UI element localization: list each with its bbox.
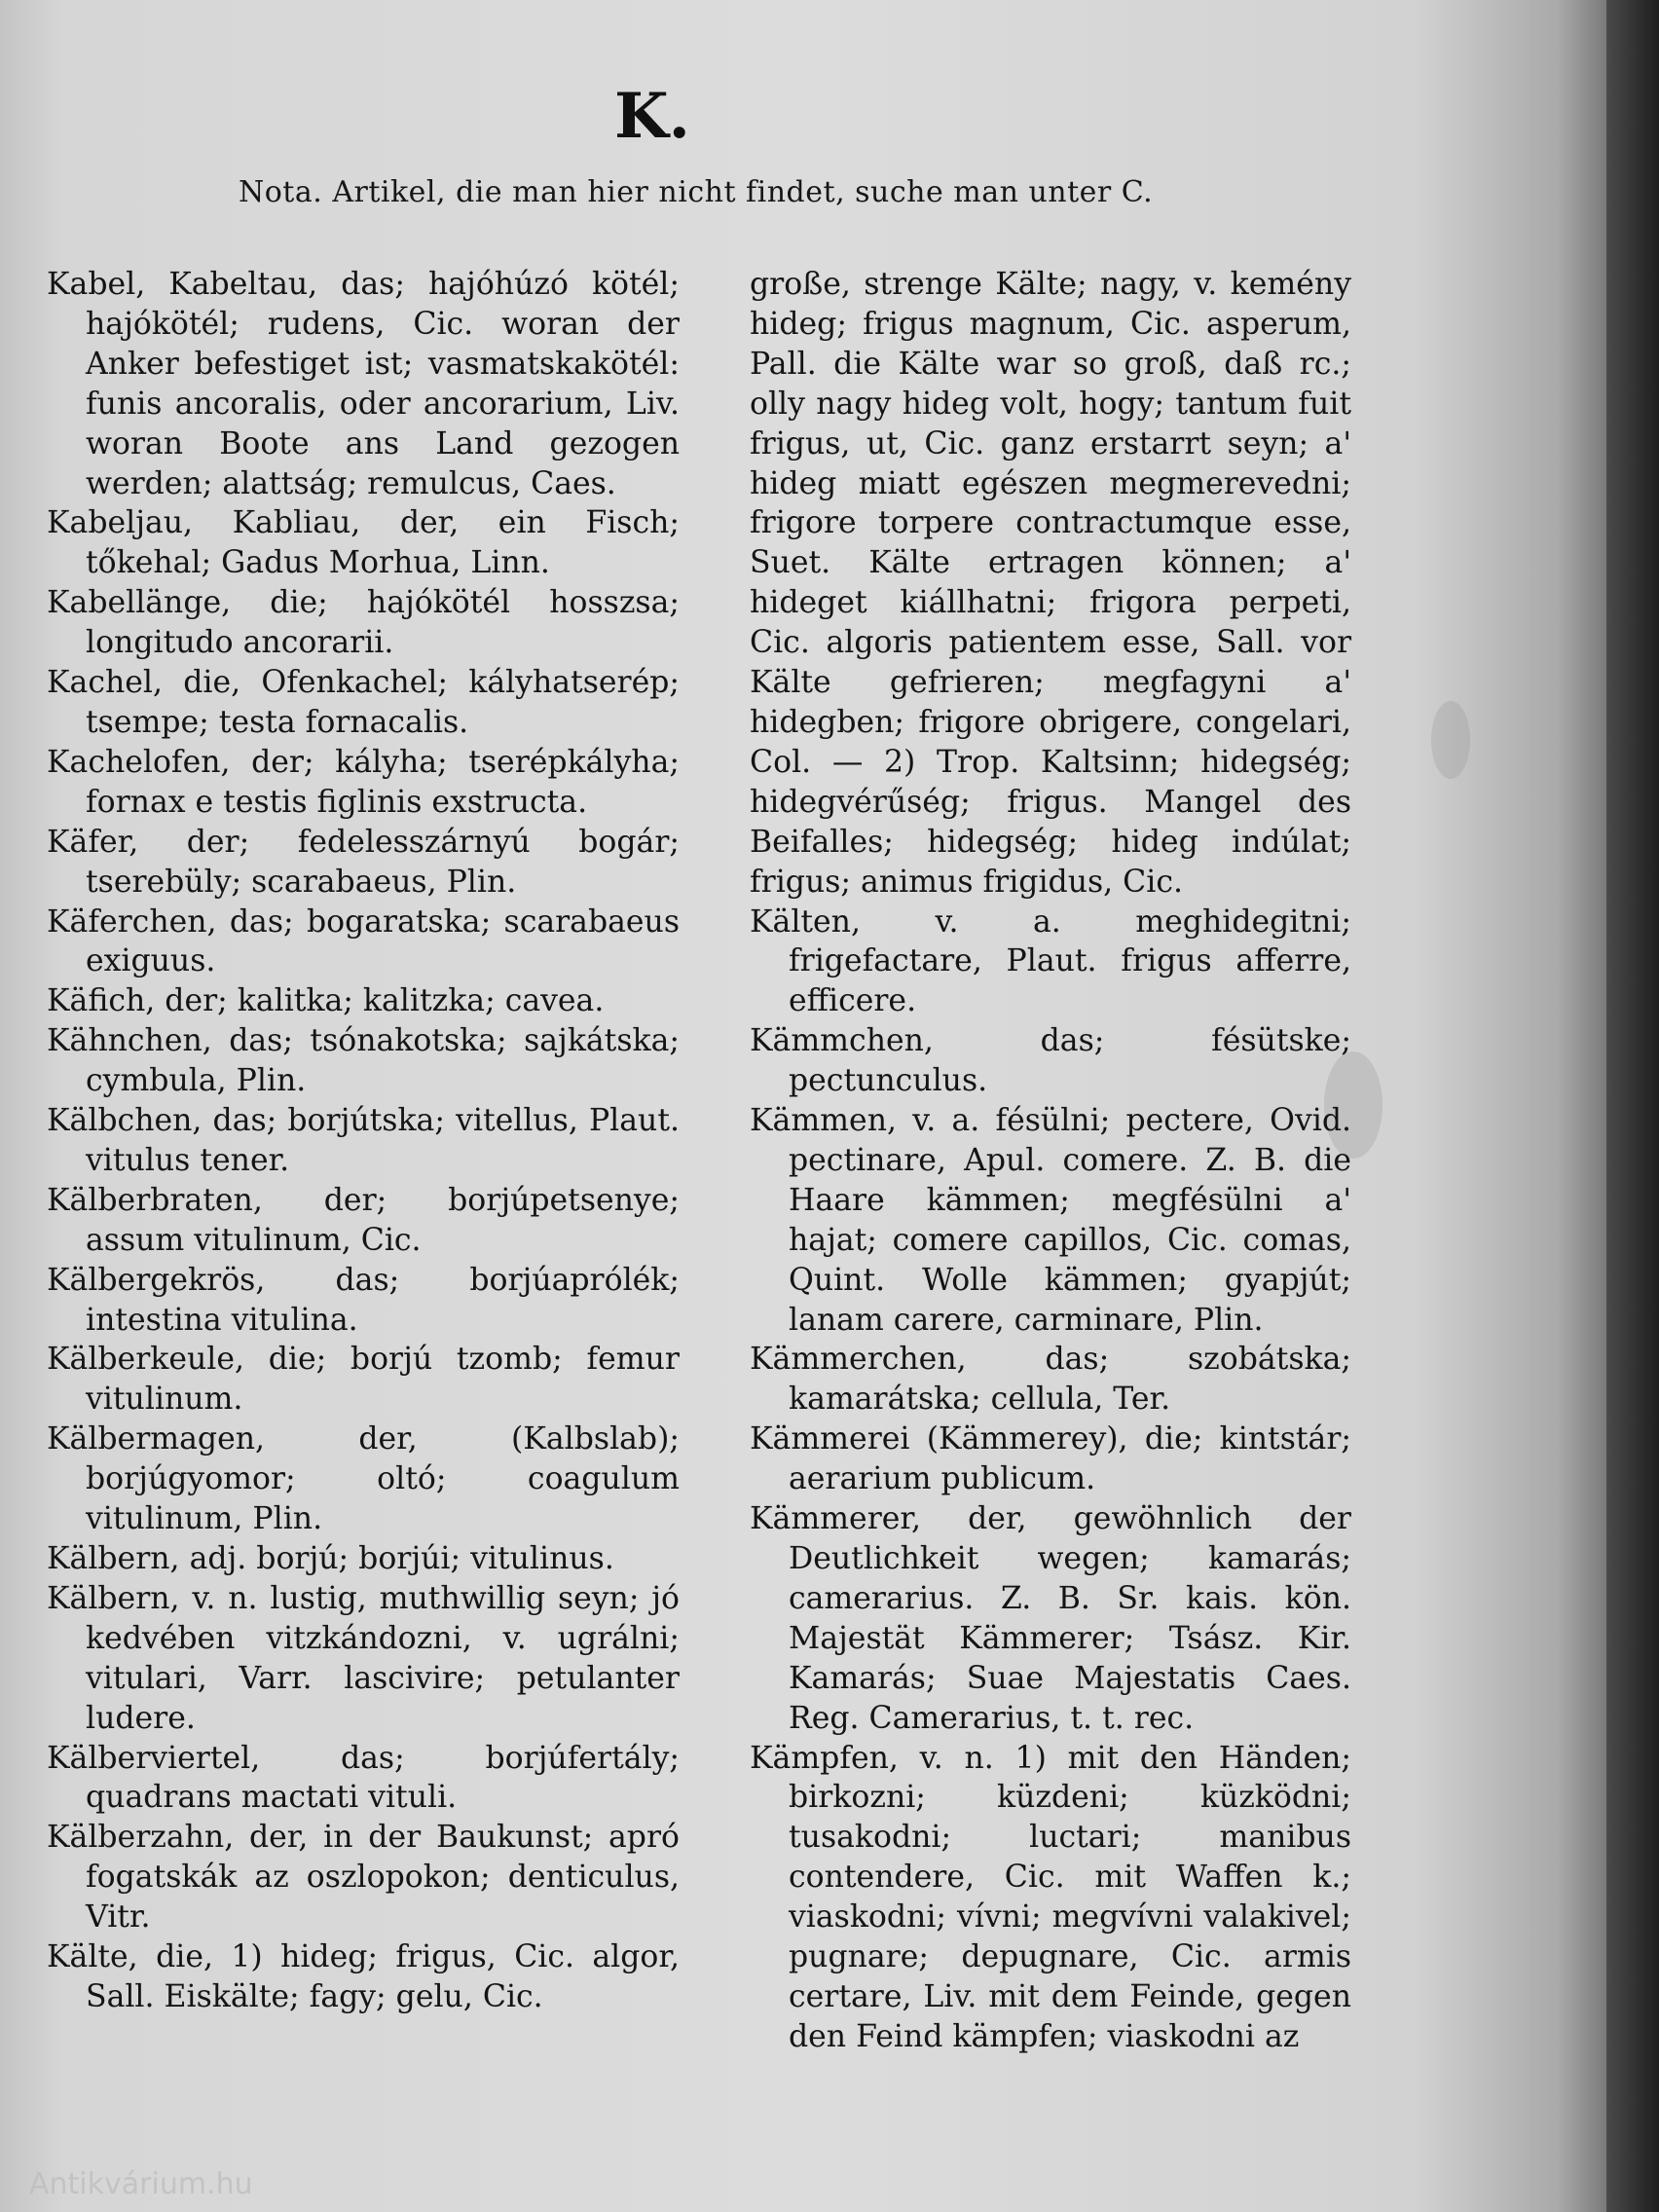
dictionary-entry: Kabellänge, die; hajókötél hosszsa; longitudo ancorarii.: [47, 585, 680, 661]
paper-stain: [1431, 701, 1470, 779]
dictionary-entry: Kälberviertel, das; borjúfertály; quadrans mactati vituli.: [47, 1740, 680, 1816]
dictionary-entry: Kämmchen, das; fésütske; pectunculus.: [750, 1023, 1351, 1099]
dictionary-entry: Kälberbraten, der; borjúpetsenye; assum vitulinum, Cic.: [47, 1182, 680, 1258]
dictionary-entry: Kälte, die, 1) hideg; frigus, Cic. algor, Sall. Eiskälte; fagy; gelu, Cic.: [47, 1939, 680, 2014]
dictionary-entry: Kälberkeule, die; borjú tzomb; femur vitulinum.: [47, 1342, 680, 1418]
left-column: [47, 265, 680, 2017]
dictionary-entry: Kabeljau, Kabliau, der, ein Fisch; tőkehal; Gadus Morhua, Linn.: [47, 505, 680, 581]
dictionary-entry: Kämmerer, der, gewöhnlich der Deutlichkeit wegen; kamarás; camerarius. Z. B. Sr. kais. kön. Majestät Kämmerer; Tsász. Kir. Kamarás; Suae Majestatis Caes. Reg. Camerarius, t. t. rec.: [750, 1501, 1351, 1736]
dictionary-entry-continued: große, strenge Kälte; nagy, v. kemény hideg; frigus magnum, Cic. asperum, Pall. die Kälte war so groß, daß rc.; olly nagy hideg volt, hogy; tantum fuit frigus, ut, Cic. ganz erstarrt seyn; a' hideg miatt egészen megmerevedni; frigore torpere contractumque esse, Suet. Kälte ertragen können; a' hideget kiállhatni; frigora perpeti, Cic. algoris patientem esse, Sall. vor Kälte gefrieren; megfagyni a' hidegben; frigore obrigere, congelari, Col. — 2) Trop. Kaltsinn; hidegség; hidegvérűség; frigus. Mangel des Beifalles; hidegség; hideg indúlat; frigus; animus frigidus, Cic.: [750, 267, 1351, 900]
dictionary-entry: Käferchen, das; bogaratska; scarabaeus exiguus.: [47, 903, 680, 979]
right-column: [750, 265, 1351, 2057]
dictionary-entry: Kämmerchen, das; szobátska; kamarátska; cellula, Ter.: [750, 1342, 1351, 1418]
dictionary-entry: Kälbern, adj. borjú; borjúi; vitulinus.: [47, 1541, 614, 1576]
dictionary-entry: Kabel, Kabeltau, das; hajóhúzó kötél; hajókötél; rudens, Cic. woran der Anker befestiget ist; vasmatskakötél: funis ancoralis, oder ancorarium, Liv. woran Boote ans Land gezogen werden; alattság; remulcus, Caes.: [47, 267, 680, 501]
dictionary-entry: Kälten, v. a. meghidegitni; frigefactare, Plaut. frigus afferre, efficere.: [750, 903, 1351, 1019]
dictionary-entry: Kähnchen, das; tsónakotska; sajkátska; cymbula, Plin.: [47, 1023, 680, 1099]
book-edge-shadow: [1606, 0, 1659, 2212]
dictionary-entry: Kälbermagen, der, (Kalbslab); borjúgyomor; oltó; coagulum vitulinum, Plin.: [47, 1421, 680, 1537]
dictionary-entry: Kachel, die, Ofenkachel; kályhatserép; tsempe; testa fornacalis.: [47, 665, 680, 740]
dictionary-entry: Kälberzahn, der, in der Baukunst; apró fogatskák az oszlopokon; denticulus, Vitr.: [47, 1820, 680, 1936]
dictionary-entry: Kälbern, v. n. lustig, muthwillig seyn; jó kedvében vitzkándozni, v. ugrálni; vitulari, Varr. lascivire; petulanter ludere.: [47, 1580, 680, 1736]
dictionary-entry: Käfich, der; kalitka; kalitzka; cavea.: [47, 983, 605, 1019]
dictionary-entry: Kämmen, v. a. fésülni; pectere, Ovid. pectinare, Apul. comere. Z. B. die Haare kämmen; megfésülni a' hajat; comere capillos, Cic. comas, Quint. Wolle kämmen; gyapjút; lanam carere, carminare, Plin.: [750, 1103, 1351, 1338]
section-letter: K.: [614, 80, 690, 153]
dictionary-entry: Kachelofen, der; kályha; tserépkályha; fornax e testis figlinis exstructa.: [47, 744, 680, 820]
dictionary-entry: Käfer, der; fedelesszárnyú bogár; tserebüly; scarabaeus, Plin.: [47, 824, 680, 900]
dictionary-entry: Kälbergekrös, das; borjúaprólék; intestina vitulina.: [47, 1262, 680, 1338]
dictionary-entry: Kämmerei (Kämmerey), die; kintstár; aerarium publicum.: [750, 1421, 1351, 1497]
nota-line: Nota. Artikel, die man hier nicht findet, suche man unter C.: [239, 175, 1154, 209]
watermark: Antikvárium.hu: [29, 2167, 253, 2201]
dictionary-entry: Kämpfen, v. n. 1) mit den Händen; birkozni; küzdeni; küzködni; tusakodni; luctari; manibus contendere, Cic. mit Waffen k.; viaskodni; vívni; megvívni valakivel; pugnare; depugnare, Cic. armis certare, Liv. mit dem Feinde, gegen den Feind kämpfen; viaskodni az: [750, 1740, 1351, 2054]
dictionary-entry: Kälbchen, das; borjútska; vitellus, Plaut. vitulus tener.: [47, 1103, 680, 1178]
